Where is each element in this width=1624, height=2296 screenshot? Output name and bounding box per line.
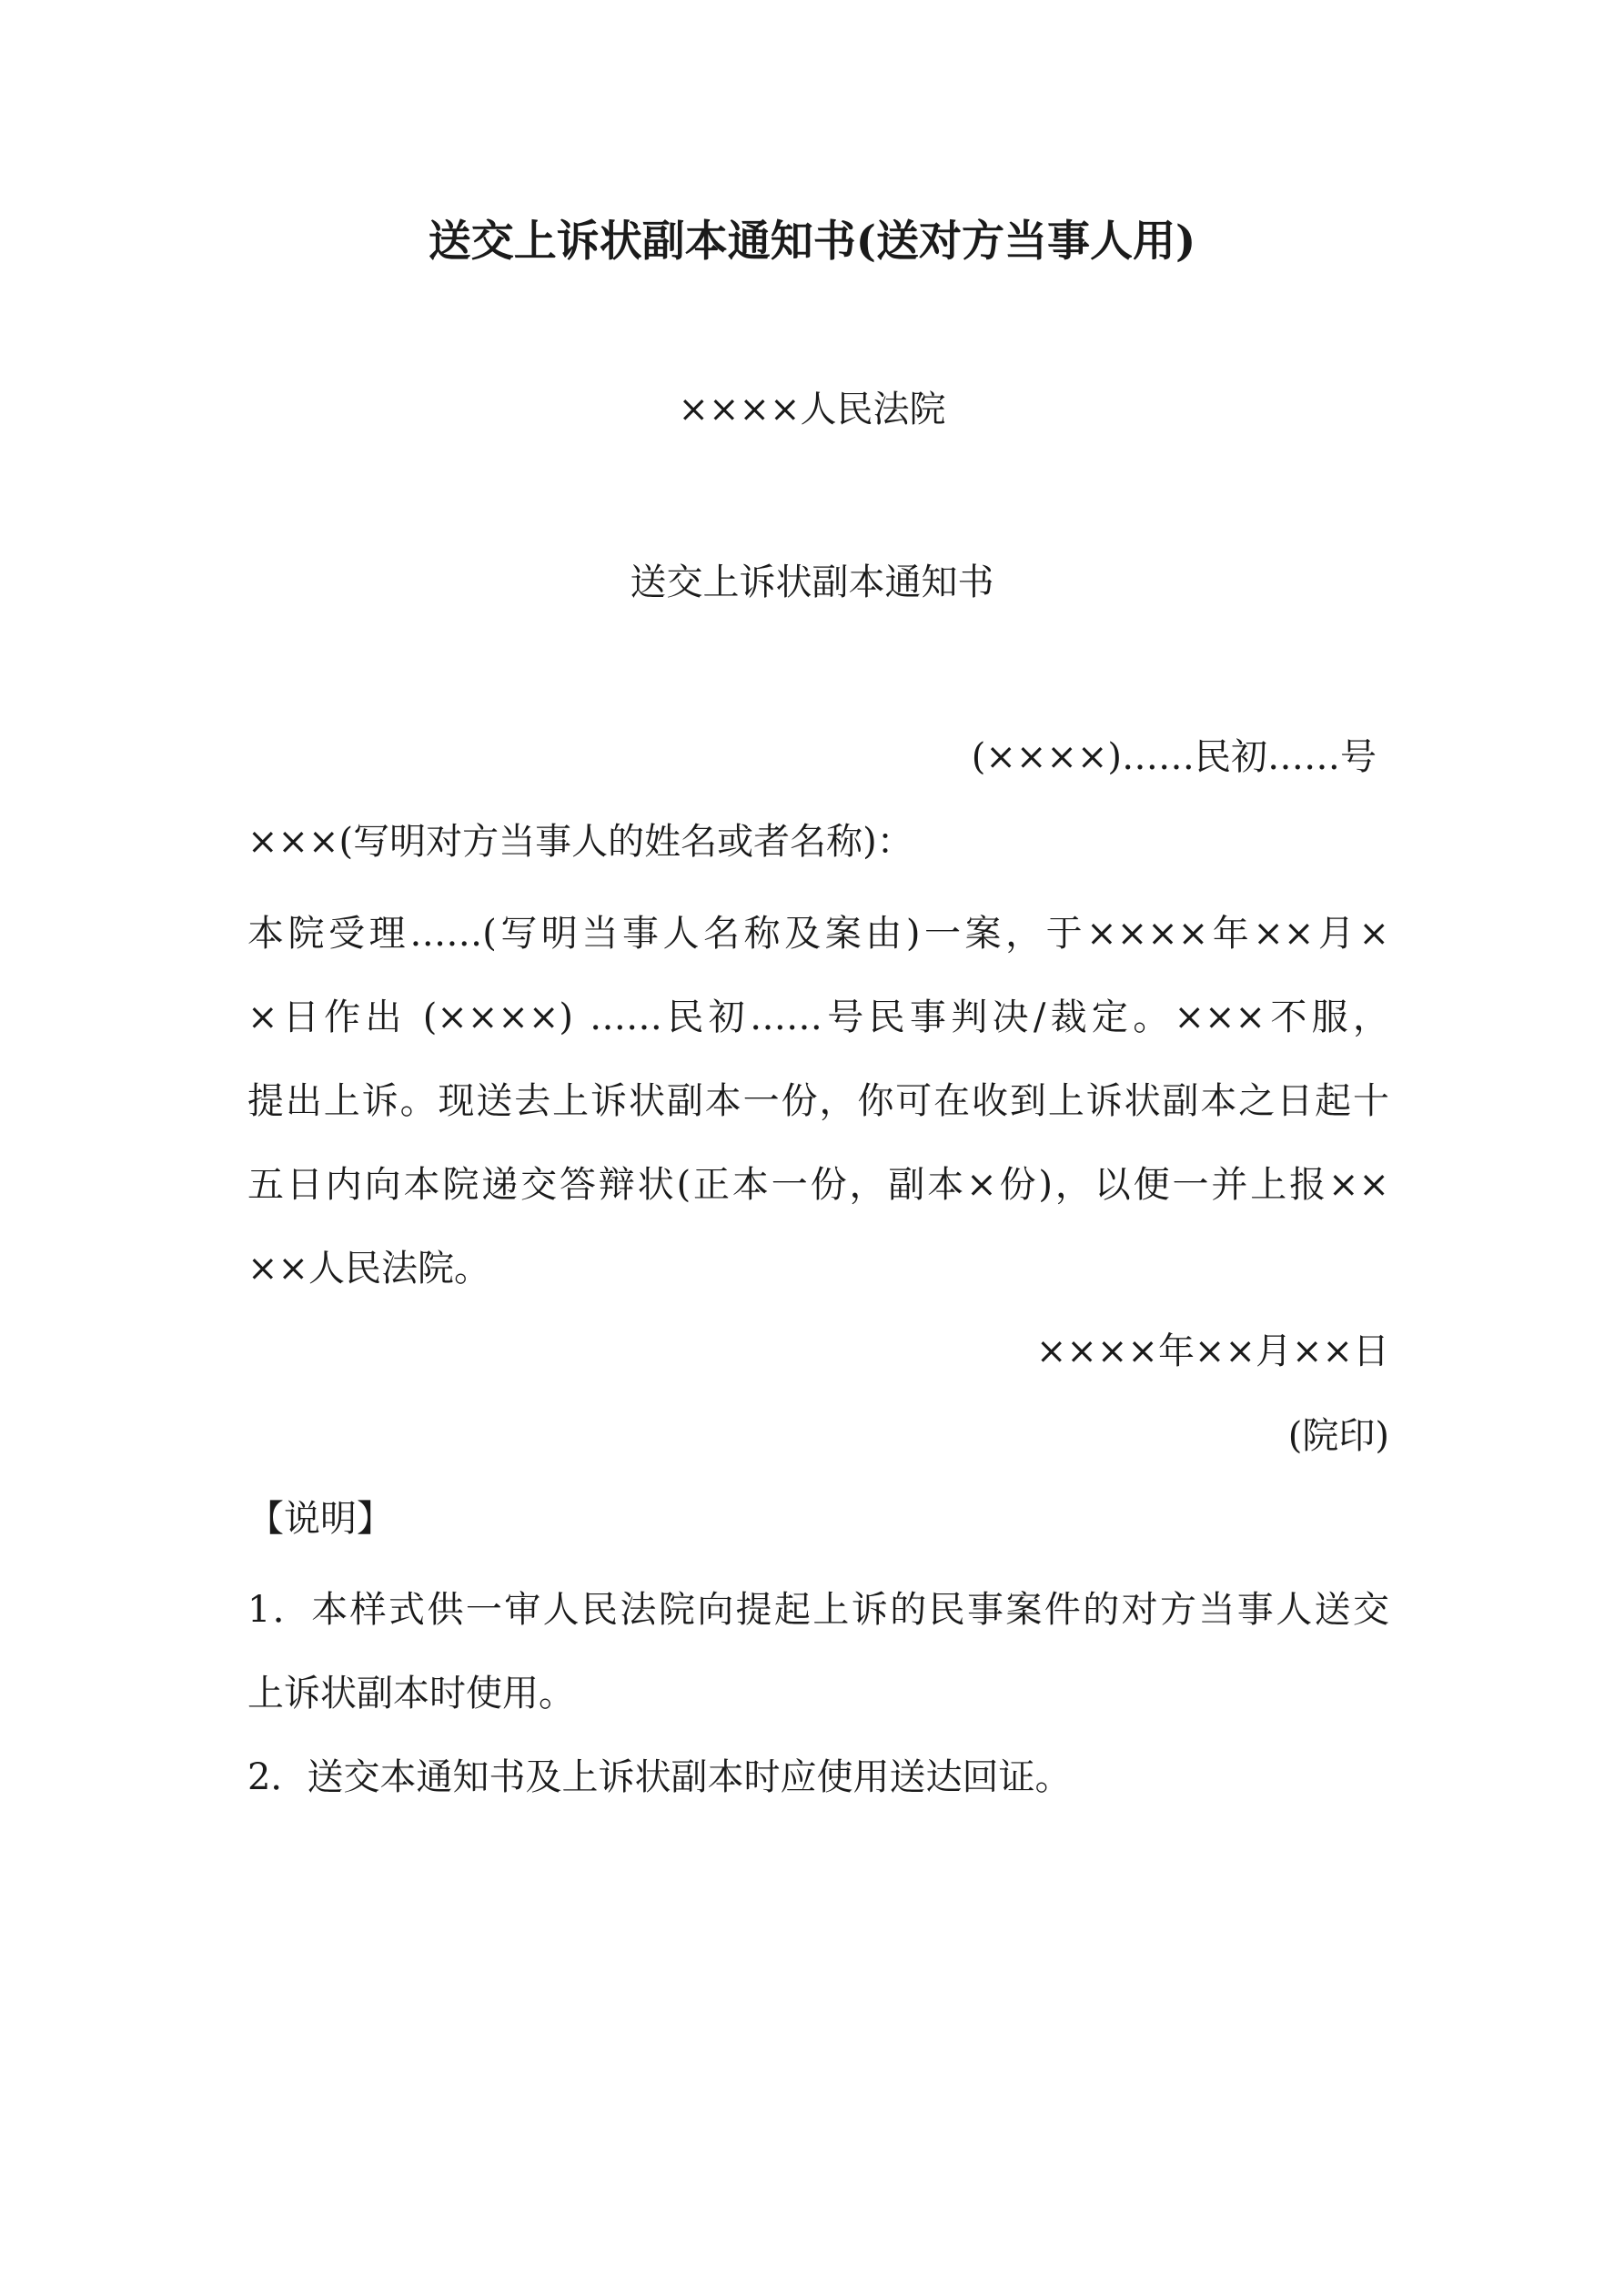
issue-date: ××××年××月××日 <box>1035 1330 1389 1372</box>
body-line: 五日内向本院递交答辩状(正本一份，副本×份)，以便一并上报×× <box>247 1164 1389 1206</box>
body-line: 本院受理……(写明当事人名称及案由)一案，于××××年××月× <box>247 913 1389 955</box>
body-line: ××人民法院。 <box>247 1248 491 1290</box>
explanation-heading: 【说明】 <box>247 1498 393 1540</box>
court-seal-note: (院印) <box>1287 1415 1389 1457</box>
explanation-line: 2．送交本通知书及上诉状副本时应使用送达回证。 <box>247 1756 1072 1798</box>
body-line: ×日作出 (××××) ……民初……号民事判决/裁定。×××不服， <box>247 996 1389 1038</box>
explanation-line: 上诉状副本时使用。 <box>247 1673 575 1714</box>
case-number: (××××)……民初……号 <box>971 736 1377 778</box>
court-name: ××××人民法院 <box>678 389 946 430</box>
addressee: ×××(写明对方当事人的姓名或者名称)： <box>247 821 913 863</box>
document-title: 送交上诉状副本通知书(送对方当事人用) <box>428 217 1196 267</box>
body-line: 提出上诉。现送去上诉状副本一份，你可在收到上诉状副本之日起十 <box>247 1080 1389 1122</box>
explanation-line: 1．本样式供一审人民法院向提起上诉的民事案件的对方当事人送交 <box>247 1589 1389 1631</box>
explanation-list <box>247 1568 1389 1819</box>
notice-body <box>247 892 1389 1310</box>
notice-title: 送交上诉状副本通知书 <box>630 561 994 603</box>
